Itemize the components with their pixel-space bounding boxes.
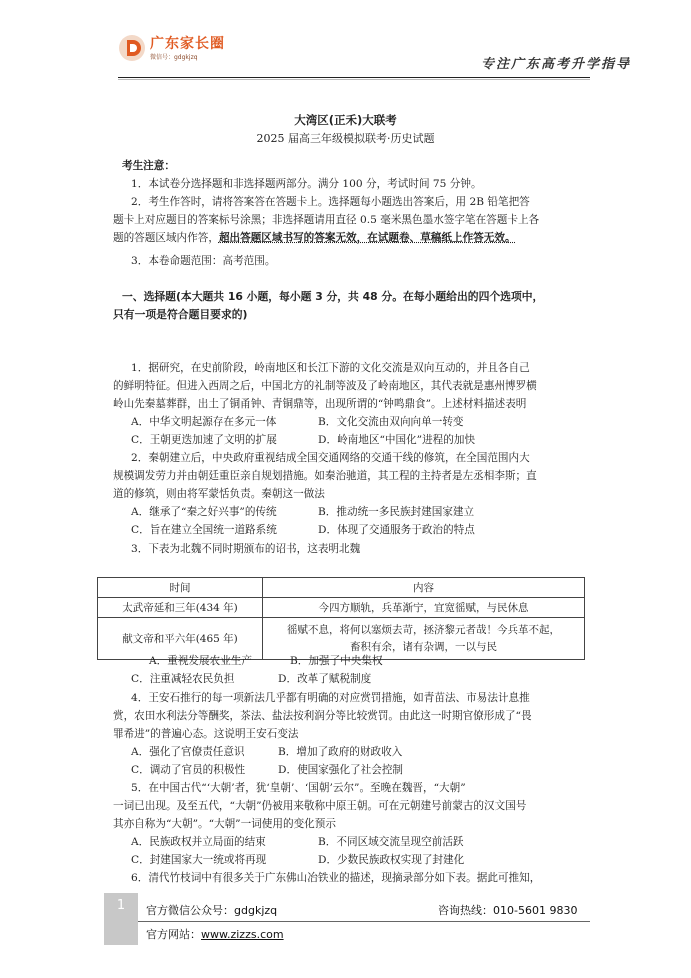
header-divider <box>118 77 590 78</box>
notice-item-2c-plain: 题的答题区域内作答， <box>113 232 219 244</box>
q2-option-c: C．旨在建立全国统一道路系统 <box>131 524 277 536</box>
table-header-time: 时间 <box>98 578 263 598</box>
q1-option-d: D．岭南地区“中国化”进程的加快 <box>318 434 476 446</box>
q1-stem-line3: 岭山先秦墓葬群，出土了铜甬钟、青铜鼎等，出现所谓的“钟鸣鼎食”。上述材料描述表明 <box>113 398 527 410</box>
logo-wechat-id: 微信号：gdgkjzq <box>150 54 198 61</box>
q2-option-d: D．体现了交通服务于政治的特点 <box>318 524 475 536</box>
q4-option-b: B．增加了政府的财政收入 <box>278 746 403 758</box>
q4-stem-line1: 4．王安石推行的每一项新法几乎都有明确的对应赏罚措施，如青苗法、市易法计息推 <box>131 692 530 704</box>
q1-stem-line1: 1．据研究，在史前阶段，岭南地区和长江下游的文化交流是双向互动的，并且各自己 <box>131 362 530 374</box>
table-header-content: 内容 <box>263 578 585 598</box>
table-cell-content-line1: 徭赋不息，将何以塞烦去苛，拯济黎元者哉！今兵革不起， <box>287 623 560 636</box>
q3-option-a: A．重视发展农业生产 <box>149 655 252 667</box>
q1-option-c: C．王朝更迭加速了文明的扩展 <box>131 434 277 446</box>
notice-item-2b: 题卡上对应题目的答案标号涂黑；非选择题请用直径 0.5 毫米黑色墨水签字笔在答题卡上各 <box>113 214 540 226</box>
table-cell-time: 献文帝和平六年(465 年) <box>98 618 263 660</box>
notice-item-1: 1．本试卷分选择题和非选择题两部分。满分 100 分，考试时间 75 分钟。 <box>131 178 482 190</box>
notice-item-3: 3．本卷命题范围：高考范围。 <box>131 255 276 267</box>
q3-stem: 3．下表为北魏不同时期颁布的诏书，这表明北魏 <box>131 543 361 555</box>
q1-option-a: A．中华文明起源存在多元一体 <box>131 416 277 428</box>
q5-stem-line2: 一词已出现。及至五代，“大朝”仍被用来敬称中原王朝。可在元朝建号前蒙古的汉文国号 <box>113 800 527 812</box>
footer-website <box>146 926 284 942</box>
section-heading-line1: 一、选择题(本大题共 16 小题，每小题 3 分，共 48 分。在每小题给出的四个选项中， <box>122 290 544 303</box>
table-cell-time: 太武帝延和三年(434 年) <box>98 598 263 618</box>
q1-stem-line2: 的鲜明特征。但进入西周之后，中国北方的礼制等波及了岭南地区，其代表就是惠州博罗横 <box>113 380 537 392</box>
section-heading-line2: 只有一项是符合题目要求的) <box>113 308 248 321</box>
notice-item-2a: 2．考生作答时，请将答案答在答题卡上。选择题每小题选出答案后，用 2B 铅笔把答 <box>131 196 530 208</box>
q1-option-b: B．文化交流由双向向单一转变 <box>318 416 464 428</box>
header-slogan: 专注广东高考升学指导 <box>480 57 631 72</box>
logo-name: 广东家长圈 <box>150 36 225 52</box>
footer-hotline: 咨询热线：010-5601 9830 <box>438 904 578 917</box>
q5-stem-line1: 5．在中国古代“‘大朝’者，犹‘皇朝’、‘国朝’云尔”。至晚在魏晋，“大朝” <box>131 782 466 794</box>
q3-option-c: C．注重减轻农民负担 <box>131 673 235 685</box>
q4-option-d: D．使国家强化了社会控制 <box>278 764 404 776</box>
brand-logo <box>118 30 238 64</box>
q5-option-b: B．不同区域交流呈现空前活跃 <box>318 836 464 848</box>
q3-option-b: B．加强了中央集权 <box>290 655 383 667</box>
exam-subtitle: 2025 届高三年级模拟联考·历史试题 <box>256 132 435 145</box>
q4-stem-line2: 赏，农田水利法分等酬奖，茶法、盐法按利润分等比较赏罚。由此这一时期官僚形成了“畏 <box>113 710 532 722</box>
footer-wechat: 官方微信公众号：gdgkjzq <box>146 904 278 917</box>
q2-stem-line3: 道的修筑，则由将军蒙恬负责。秦朝这一做法 <box>113 488 325 500</box>
q5-stem-line3: 其亦自称为“大朝”。“大朝”一词使用的变化预示 <box>113 818 336 830</box>
table-cell-content-line2: 畜积有余，诸有杂调，一以与民 <box>350 640 497 653</box>
q6-stem-line1: 6．清代竹枝词中有很多关于广东佛山冶铁业的描述，现摘录部分如下表。据此可推知， <box>131 872 541 884</box>
notice-heading: 考生注意： <box>122 160 175 172</box>
notice-item-2c-emphasis: 超出答题区域书写的答案无效，在试题卷、草稿纸上作答无效。 <box>218 232 516 244</box>
q4-stem-line3: 罪希进”的普遍心态。这说明王安石变法 <box>113 728 299 740</box>
header-divider-thin <box>118 79 590 80</box>
q5-option-c: C．封建国家大一统或将再现 <box>131 854 267 866</box>
notice-item-2c <box>113 230 516 248</box>
q5-option-a: A．民族政权并立局面的结束 <box>131 836 266 848</box>
q5-option-d: D．少数民族政权实现了封建化 <box>318 854 465 866</box>
q4-option-a: A．强化了官僚责任意识 <box>131 746 245 758</box>
q4-option-c: C．调动了官员的积极性 <box>131 764 246 776</box>
logo-icon <box>118 34 146 62</box>
exam-title: 大湾区(正禾)大联考 <box>294 113 397 127</box>
footer-website-link[interactable]: www.zizzs.com <box>201 928 284 941</box>
q3-edict-table <box>97 577 585 660</box>
q3-option-d: D．改革了赋税制度 <box>278 673 372 685</box>
q2-option-a: A．继承了“秦之好兴事”的传统 <box>131 506 277 518</box>
footer-divider <box>138 921 590 922</box>
footer-website-label: 官方网站： <box>146 928 201 941</box>
q2-stem-line2: 规模调发劳力并由朝廷重臣亲自规划措施。如秦治驰道，其工程的主持者是左丞相李斯；直 <box>113 470 537 482</box>
table-row <box>98 598 585 618</box>
q2-option-b: B．推动统一多民族封建国家建立 <box>318 506 475 518</box>
q2-stem-line1: 2．秦朝建立后，中央政府重视结成全国交通网络的交通干线的修筑，在全国范围内大 <box>131 452 530 464</box>
table-header-row <box>98 578 585 598</box>
table-cell-content: 今四方顺轨，兵革渐宁，宜宽徭赋，与民休息 <box>263 598 585 618</box>
page-number: 1 <box>116 898 126 913</box>
